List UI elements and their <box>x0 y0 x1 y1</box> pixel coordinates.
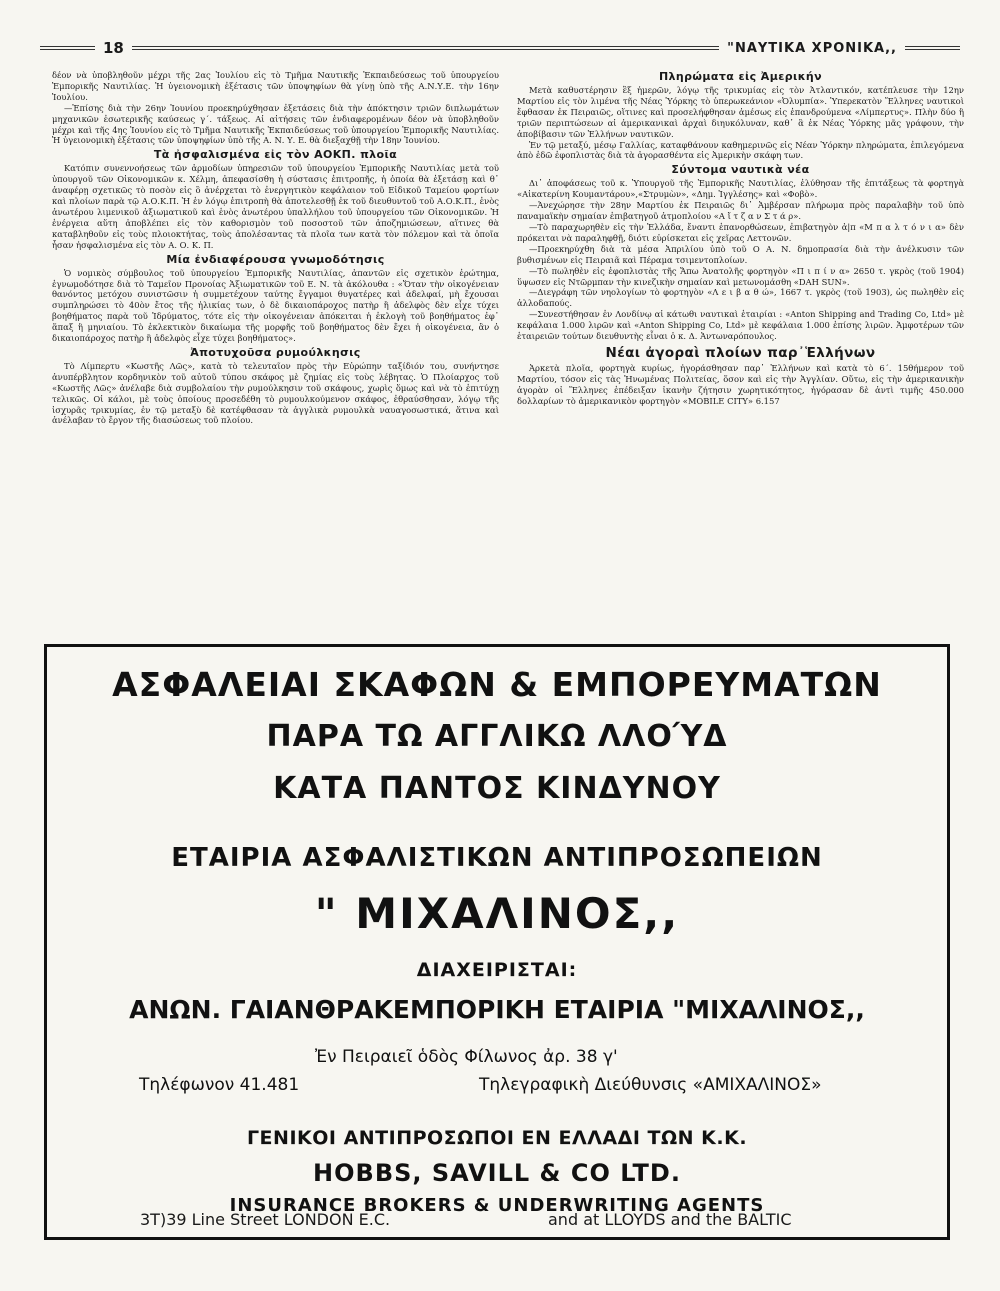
article-paragraph: —Τὸ πωληθὲν εἰς ἐφοπλιστὰς τῆς Ἄπω Ἀνατολῆς φορτηγὸν «Π ι π ί ν α» 2650 τ. γκρὸς (τοῦ 1904) ὕψωσεν εἰς Ντῶρμπαν τὴν κινεζικὴν σημαίαν καὶ μετωνομάσθη «DAH SUN». <box>517 265 964 287</box>
ad-agents-name: HOBBS, SAVILL & CO LTD. <box>313 1159 681 1187</box>
ad-subheadline: ΚΑΤΑ ΠΑΝΤΟΣ ΚΙΝΔΥΝΟΥ <box>273 771 721 806</box>
section-heading: Τὰ ἠσφαλισμένα εἰς τὸν ΑΟΚΠ. πλοῖα <box>153 148 398 162</box>
publication-title: "ΝΑΥΤΙΚΑ ΧΡΟΝΙΚΑ,, <box>727 40 897 56</box>
article-paragraph: Δι᾽ ἀποφάσεως τοῦ κ. Ὑπουργοῦ τῆς Ἐμπορικῆς Ναυτιλίας, ἐλύθησαν τῆς ἐπιτάξεως τὰ φορτηγὰ «Αἰκατερίνη Κουμαντάρου»,«Στρυμὼν», «Δημ. Ἰγγλέσης» καὶ «Φοβὸ». <box>517 178 964 200</box>
right-column <box>517 70 964 636</box>
left-column <box>52 70 499 636</box>
ad-london-address: 3Τ)39 Line Street LONDON E.C. <box>140 1210 391 1229</box>
ad-subheadline: ΠΑΡΑ ΤΩ ΑΓΓΛΙΚΩ ΛΛΟΎΔ <box>266 719 728 754</box>
article-paragraph: —Ἀνεχώρησε τὴν 28ην Μαρτίου ἐκ Πειραιῶς δι᾽ Ἀμβέρσαν πλήρωμα πρὸς παραλαβὴν τοῦ ὑπὸ παναμαϊκὴν σημαίαν ἐπιβατηγοῦ ἀτμοπλοίου «Α ἴ τ ζ α ν Σ τ ά ρ». <box>517 200 964 222</box>
article-paragraph: δέον νὰ ὑποβληθοῦν μέχρι τῆς 2ας Ἰουλίου εἰς τὸ Τμῆμα Ναυτικῆς Ἐκπαιδεύσεως τοῦ ὑπουργείου Ἐμπορικῆς Ναυτιλίας. Ἡ ὑγειονομικὴ ἐξέτασις τῶν ὑποψηφίων θὰ γίνῃ ὑπὸ τῆς Α.Ν.Υ.Ε. τὴν 16ην Ἰουλίου. <box>52 70 499 102</box>
header-rule-right <box>905 46 960 50</box>
ad-company-name: " ΜΙΧΑΛΙΝΟΣ,, <box>314 889 680 938</box>
running-header <box>40 36 960 60</box>
ad-address: Ἐν Πειραιεῖ ὁδὸς Φίλωνος ἀρ. 38 γ' <box>315 1047 618 1067</box>
insurance-advertisement <box>44 644 950 1240</box>
article-paragraph: —Προεκηρύχθη διὰ τὰ μέσα Ἀπριλίου ὑπὸ τοῦ Ο Α. Ν. δημοπρασία διὰ τὴν ἀνέλκυσιν τῶν βυθισμένων εἰς Πειραιᾶ καὶ Πέραμα τσιμεντοπλοίων. <box>517 243 964 265</box>
article-paragraph: Κατόπιν συνεννοήσεως τῶν ἁρμοδίων ὑπηρεσιῶν τοῦ ὑπουργείου Ἐμπορικῆς Ναυτιλίας μετὰ τοῦ ὑπουργοῦ τῶν Οἰκονομικῶν κ. Χέλμη, ἀπεφασίσθη ἡ σύστασις ἐπιτροπῆς, ἡ ὁποία θὰ ἐξετάσῃ καὶ θ᾽ ἀναφέρῃ σχετικῶς τὸ ποσὸν εἰς ὃ ἀνέρχεται τὸ ἐνεργητικὸν κεφάλαιον τοῦ Εἰδικοῦ Ταμείου φορτίων καὶ πλοίων παρὰ τῷ Α.Ο.Κ.Π. Ἡ ἐν λόγῳ ἐπιτροπὴ θὰ ἀποτελεσθῇ ἐκ τοῦ διευθυντοῦ τοῦ Α.Ο.Κ.Π., ἑνὸς ἀνωτέρου λιμενικοῦ ἀξιωματικοῦ καὶ ἑνὸς ἀνωτέρου ὑπαλλήλου τοῦ ὑπουργείου τῶν Οἰκονομικῶν. Ἡ ἐνέργεια αὕτη ἀποβλέπει εἰς τὸν καθορισμὸν τοῦ ποσοστοῦ τῶν ἀποζημιώσεων, αἵτινες θὰ καταβληθοῦν εἰς τοὺς πλοιοκτήτας, τοὺς ἀπολέσαντας τὰ πλοῖα των κατὰ τὸν πόλεμον καὶ τὰ ὁποῖα ἦσαν ἠσφαλισμένα εἰς τὸν Α. Ο. Κ. Π. <box>52 163 499 250</box>
ad-headline: ΑΣΦΑΛΕΙΑΙ ΣΚΑΦΩΝ & ΕΜΠΟΡΕΥΜΑΤΩΝ <box>112 665 882 704</box>
ad-agents-label: ΓΕΝΙΚΟΙ ΑΝΤΙΠΡΟΣΩΠΟΙ ΕΝ ΕΛΛΑΔΙ ΤΩΝ Κ.Κ. <box>246 1127 748 1149</box>
section-heading: Σύντομα ναυτικὰ νέα <box>671 163 810 177</box>
article-paragraph: Τὸ Λίμπερτυ «Κωστῆς Λῶς», κατὰ τὸ τελευταῖον πρὸς τὴν Εὐρώπην ταξίδιόν του, συνήντησε ἀνυπέρβλητον κορδηνικὸν τοῦ αὐτοῦ τύπου σκάφος μὲ ζημίας εἰς τοὺς λέβητας. Ὁ Πλοίαρχος τοῦ «Κωστῆς Λῶς» ἀνέλαβε διὰ συμβολαίου τὴν ρυμούλκησιν τοῦ σκάφους, χωρὶς ὅμως καὶ νὰ τὸ ἐπιτύχῃ τελικῶς. Οἱ κάλοι, μὲ τοὺς ὁποίους προσεδέθη τὸ ρυμουλκούμενον σκάφος, ἐθραύσθησαν, λόγῳ τῆς ἰσχυρᾶς τρικυμίας, ἐν τῷ μεταξὺ δὲ κατέφθασαν τὰ ἀγγλικὰ ρυμουλκὰ ναυαγοσωστικά, ἅτινα καὶ ἀνέλαβαν τὸ ἔργον τῆς διασώσεως τοῦ πλοίου. <box>52 360 499 426</box>
section-heading: Ἀποτυχοῦσα ρυμούλκησις <box>190 345 361 359</box>
ad-lloyds-note: and at LLOYDS and the BALTIC <box>548 1210 792 1229</box>
ad-managers-label: ΔΙΑΧΕΙΡΙΣΤΑΙ: <box>416 959 578 981</box>
header-rule-left <box>40 46 95 50</box>
article-paragraph: —Συνεστήθησαν ἐν Λονδίνῳ αἱ κάτωθι ναυτικαὶ ἑταιρίαι : «Anton Shipping and Trading Co, Ltd» μὲ κεφάλαια 1.000 λιρῶν καὶ «Anton Shipping Co, Ltd» μὲ κεφάλαια 1.000 ἐπίσης λιρῶν. Ἀμφοτέρων τῶν ἑταιρειῶν τούτων διευθυντὴς εἶναι ὁ κ. Δ. Ἀντωναρόπουλος. <box>517 309 964 342</box>
article-paragraph: —Τὸ παραχωρηθὲν εἰς τὴν Ἑλλάδα, ἔναντι ἐπανορθώσεων, ἐπιβατηγὸν ἀ|π «Μ π α λ τ ό ν ι α» δὲν πρόκειται νὰ παραληφθῇ, διότι εὑρίσκεται εἰς χεῖρας Λεττονῶν. <box>517 221 964 243</box>
ad-agents-description: INSURANCE BROKERS & UNDERWRITING AGENTS <box>229 1195 765 1216</box>
article-paragraph: —Διεγράφη τῶν νηολογίων τὸ φορτηγὸν «Λ ε ι β α θ ώ», 1667 τ. γκρὸς (τοῦ 1903), ὡς πωληθὲν εἰς ἀλλοδαπούς. <box>517 287 964 309</box>
section-heading: Νέαι ἀγοραὶ πλοίων παρ᾽Ἑλλήνων <box>605 344 876 361</box>
article-paragraph: Ἐν τῷ μεταξύ, μέσῳ Γαλλίας, καταφθάνουν καθημερινῶς εἰς Νέαν Ὑόρκην πληρώματα, ἐπιλεγόμενα ἀπὸ ἐδῶ ἐφοπλιστὰς διὰ τὰ ἀγορασθέντα εἰς Ἀμερικὴν σκάφη των. <box>517 139 964 161</box>
ad-telegraph: Τηλεγραφικὴ Διεύθυνσις «ΑΜΙΧΑΛΙΝΟΣ» <box>479 1075 822 1095</box>
header-rule-middle <box>132 46 719 50</box>
article-paragraph: —Ἐπίσης διὰ τὴν 26ην Ἰουνίου προεκηρύχθησαν ἐξετάσεις διὰ τὴν ἀπόκτησιν τριῶν διπλωμάτων μηχανικῶν ἐσωτερικῆς καύσεως γ΄. τάξεως. Αἱ αἰτήσεις τῶν ἐνδιαφερομένων δέον νὰ ὑποβληθοῦν μέχρι καὶ τῆς 4ης Ἰουνίου εἰς τὸ Τμῆμα Ναυτικῆς Ἐκπαιδεύσεως τοῦ ὑπουργείου Ἐμπορικῆς Ναυτιλίας. Ἡ ὑγειονομικὴ ἐξέτασις τῶν ὑποψηφίων ὑπὸ τῆς Α. Ν. Υ. Ε. θὰ διεξαχθῇ τὴν 18ην Ἰουνίου. <box>52 102 499 146</box>
section-heading: Μία ἐνδιαφέρουσα γνωμοδότησις <box>166 252 385 266</box>
ad-company-type: ΕΤΑΙΡΙΑ ΑΣΦΑΛΙΣΤΙΚΩΝ ΑΝΤΙΠΡΟΣΩΠΕΙΩΝ <box>171 843 823 873</box>
ad-managing-company: ΑΝΩΝ. ΓΑΙΑΝΘΡΑΚΕΜΠΟΡΙΚΗ ΕΤΑΙΡΙΑ "ΜΙΧΑΛΙΝΟΣ,, <box>129 995 865 1024</box>
ad-phone: Τηλέφωνον 41.481 <box>139 1075 300 1095</box>
section-heading: Πληρώματα εἰς Ἀμερικήν <box>658 70 823 83</box>
article-paragraph: Ἀρκετὰ πλοῖα, φορτηγὰ κυρίως, ἠγοράσθησαν παρ᾽ Ἑλλήνων καὶ κατὰ τὸ 6΄. 15θήμερον τοῦ Μαρτίου, τόσον εἰς τὰς Ἡνωμένας Πολιτείας, ὅσον καὶ εἰς τὴν Ἀγγλίαν. Οὕτω, εἰς τὴν ἀμερικανικὴν ἀγορὰν οἱ Ἕλληνες ἐπέδειξαν ἱκανὴν ζήτησιν χωρητικότητος, ἠγόρασαν δὲ ἀντὶ τιμῆς 450.000 δολλαρίων τὸ ἀμερικανικὸν φορτηγὸν «MOBILE CITY» 6.157 <box>517 362 964 406</box>
article-columns <box>52 70 964 636</box>
article-paragraph: Ὁ νομικὸς σύμβουλος τοῦ ὑπουργείου Ἐμπορικῆς Ναυτιλίας, ἀπαντῶν εἰς σχετικὸν ἐρώτημα, ἐγνωμοδότησε διὰ τὸ Ταμεῖον Προνοίας Ἀξιωματικῶν τοῦ Ε. Ν. τὰ ἀκόλουθα : «Ὅταν τὴν οἰκογένειαν θανόντος μετόχου συνιστῶσιν ἡ συμμετέχουν ταύτης ἔγγαμοι θυγατέρες καὶ ἀδελφαί, μὴ ἔχουσαι συμπληρώσει τὸ 40ὸν ἔτος τῆς ἡλικίας των, ὁ δὲ δικαιοπάροχος πατὴρ ἢ ἀδελφὸς δὲν εἶχε τύχει βοηθήματος παρὰ τοῦ Ἱδρύματος, τότε εἰς τὴν οἰκογένειαν ἀπόκειται ἡ ἐκλογὴ τοῦ βοηθήματος ἐφ᾽ ἅπαξ ἢ μηνιαίου. Τὸ ἐκλεκτικὸν δικαίωμα τῆς μορφῆς τοῦ βοηθήματος δὲν ἔχει ἡ οἰκογένεια, ἂν ὁ δικαιοπάροχος πατὴρ ἢ ἀδελφὸς εἶχε τύχει βοηθήματος». <box>52 267 499 344</box>
page-number: 18 <box>103 39 124 57</box>
article-paragraph: Μετὰ καθυστέρησιν ἓξ ἡμερῶν, λόγῳ τῆς τρικυμίας εἰς τὸν Ἀτλαντικόν, κατέπλευσε τὴν 12ην Μαρτίου εἰς τὸν λιμένα τῆς Νέας Ὑόρκης τὸ ὑπερωκεάνιον «Ὀλυμπία». Ὑπερεκατὸν Ἕλληνες ναυτικοὶ ἔφθασαν ἐκ Πειραιῶς, οἵτινες καὶ προσελήφθησαν ἀμέσως εἰς ἐπανδρούμενα «Λίμπερτυς». Πλὴν δύο ἢ τριῶν περιπτώσεων αἱ ἀμερικανικαὶ ἀρχαὶ διηυκόλυναν, καθ᾽ ἃ ἐκ Νέας Ὑόρκης μᾶς γράφουν, τὴν ἀποβίβασιν τῶν Ἑλλήνων ναυτικῶν. <box>517 85 964 139</box>
